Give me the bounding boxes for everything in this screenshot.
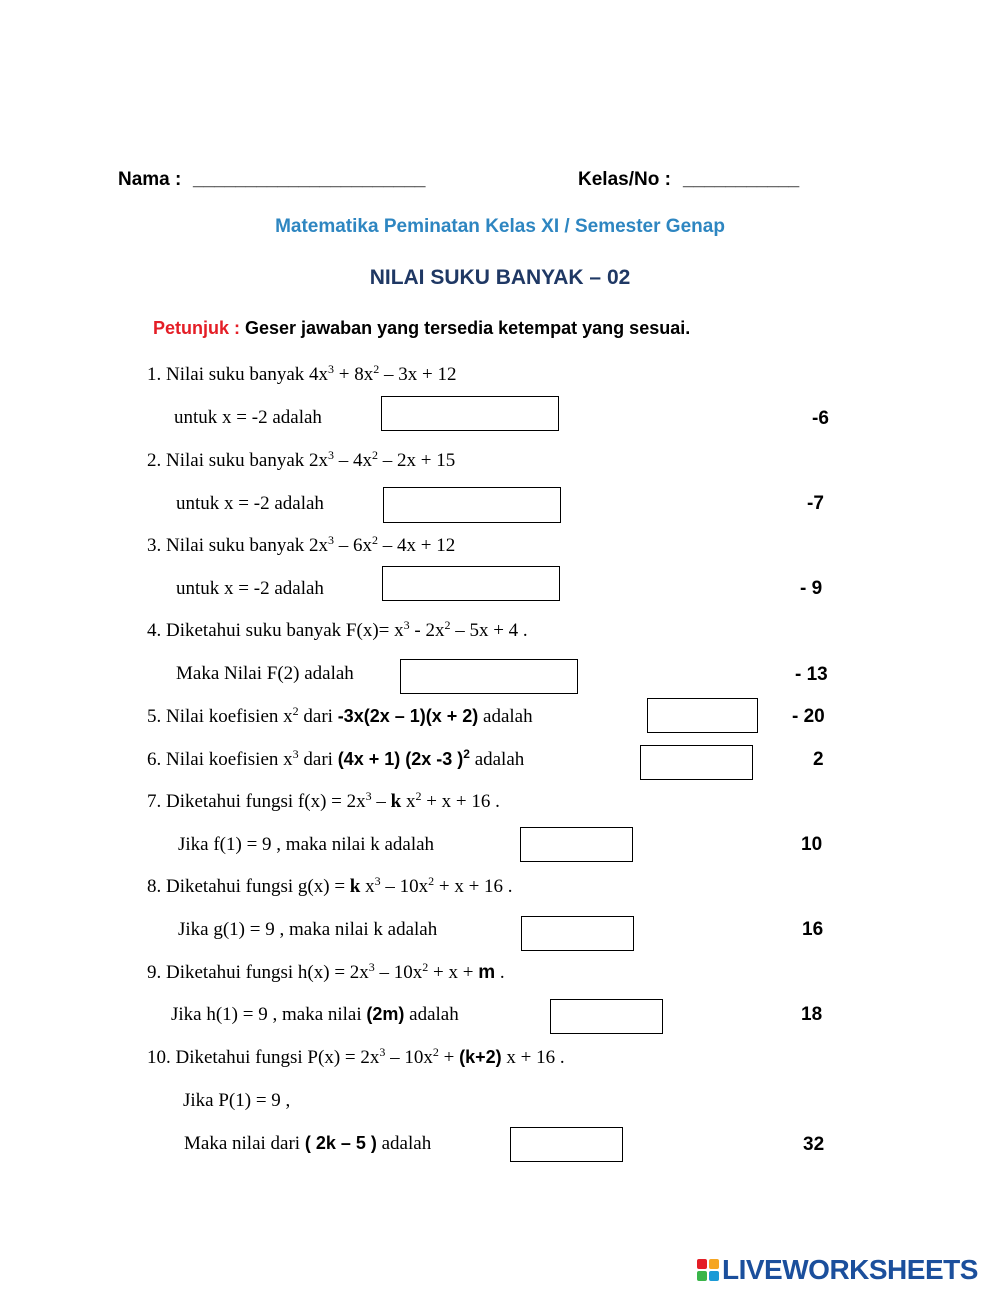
question-4-prompt: Maka Nilai F(2) adalah (176, 663, 354, 684)
question-7-text: 7. Diketahui fungsi $f(x) = 2x^3 - k$ $x^2 + x + 16$ . (147, 789, 500, 812)
answer-drop-box-8[interactable] (521, 916, 634, 951)
answer-drop-box-3[interactable] (382, 566, 560, 601)
answer-choice-5[interactable]: - 20 (792, 706, 825, 727)
name-blank: ______________________ (193, 169, 426, 190)
question-8-text: 8. Diketahui fungsi g(x) = k $x^3 - 10x^2 + x + 16$ . (147, 874, 513, 897)
question-7-prompt: Jika f(1) = 9 , maka nilai k adalah (178, 834, 435, 855)
answer-drop-box-1[interactable] (381, 396, 559, 431)
answer-choice-4[interactable]: - 13 (795, 664, 828, 685)
class-label: Kelas/No : (578, 169, 671, 190)
name-label: Nama : (118, 169, 182, 190)
answer-choice-9[interactable]: 18 (801, 1004, 823, 1025)
question-6-text: 6. Nilai koefisien $x^3$ dari (4x + 1) (2x -3 )$^2$ adalah (147, 747, 525, 770)
answer-choice-2[interactable]: -7 (807, 493, 824, 514)
question-1-text: 1. Nilai suku banyak $4x^3 + 8x^2 - 3x + 12$ (147, 362, 457, 385)
question-1-prompt: untuk x = -2 adalah (174, 407, 322, 428)
question-10-condition: Jika P(1) = 9 , (183, 1090, 291, 1111)
page-title: NILAI SUKU BANYAK – 02 (369, 266, 631, 289)
answer-choice-8[interactable]: 16 (802, 919, 824, 940)
question-10-text: 10. Diketahui fungsi $P(x) = 2x^3 - 10x^2 + (k+2) x + 16$ . (147, 1045, 565, 1068)
answer-drop-box-5[interactable] (647, 698, 758, 733)
answer-choice-3[interactable]: - 9 (800, 578, 823, 599)
instruction (153, 318, 690, 339)
answer-drop-box-6[interactable] (640, 745, 753, 780)
answer-choice-6[interactable]: 2 (813, 749, 824, 770)
question-2-prompt: untuk x = -2 adalah (176, 493, 324, 514)
answer-drop-box-4[interactable] (400, 659, 578, 694)
question-3-text: 3. Nilai suku banyak $2x^3 - 6x^2 - 4x + 12$ (147, 533, 456, 556)
question-5-text: 5. Nilai koefisien $x^2$ dari -3x(2x – 1)(x + 2) adalah (147, 704, 533, 727)
instruction-label: Petunjuk : (153, 318, 241, 338)
instruction-text: Geser jawaban yang tersedia ketempat yang sesuai. (240, 318, 691, 338)
question-8-prompt: Jika g(1) = 9 , maka nilai k adalah (178, 919, 438, 940)
question-9-prompt: Jika h(1) = 9 , maka nilai (2m) adalah (171, 1004, 459, 1025)
liveworksheets-logo (697, 1253, 978, 1287)
answer-drop-box-9[interactable] (550, 999, 663, 1034)
answer-drop-box-7[interactable] (520, 827, 633, 862)
logo-text: LIVEWORKSHEETS (722, 1254, 978, 1285)
answer-choice-1[interactable]: -6 (812, 408, 829, 429)
question-2-text: 2. Nilai suku banyak $2x^3 - 4x^2 - 2x + 15$ (147, 448, 456, 471)
question-3-prompt: untuk x = -2 adalah (176, 578, 324, 599)
answer-drop-box-2[interactable] (383, 487, 561, 523)
question-9-text: 9. Diketahui fungsi $h(x) = 2x^3 - 10x^2 + x + m$ . (147, 960, 505, 983)
answer-drop-box-10[interactable] (510, 1127, 623, 1162)
question-4-text: 4. Diketahui suku banyak $F(x)= x^3 - 2x^2 - 5x + 4$ . (147, 618, 528, 641)
subtitle: Matematika Peminatan Kelas XI / Semester Genap (275, 216, 725, 237)
class-blank: ___________ (683, 169, 800, 190)
answer-choice-7[interactable]: 10 (801, 834, 823, 855)
answer-choice-10[interactable]: 32 (803, 1134, 825, 1155)
question-10-prompt: Maka nilai dari ( 2k – 5 ) adalah (184, 1133, 432, 1154)
liveworksheets-logo-icon (697, 1259, 719, 1281)
